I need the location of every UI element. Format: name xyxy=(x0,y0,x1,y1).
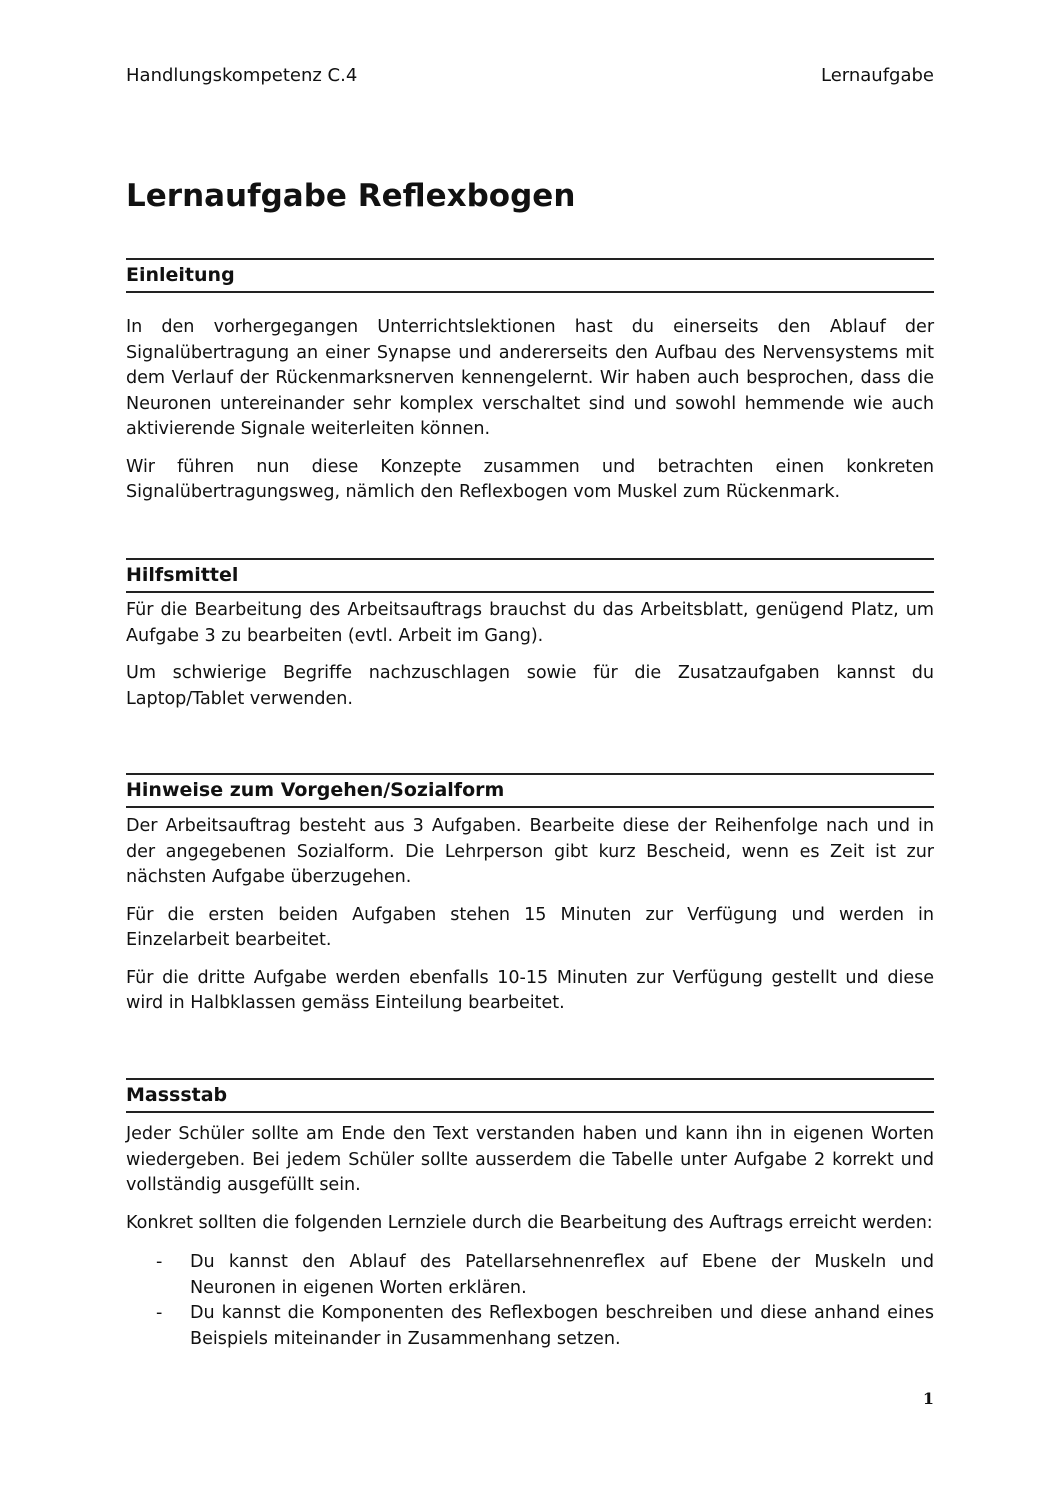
massstab-paragraph-1: Jeder Schüler sollte am Ende den Text verstanden haben und kann ihn in eigenen Worten wiedergeben. Bei jedem Schüler sollte ausserdem die Tabelle unter Aufgabe 2 korrekt und vollständig ausgefüllt sein. xyxy=(126,1124,934,1195)
section-hinweise xyxy=(126,773,934,1017)
section-heading-hinweise: Hinweise zum Vorgehen/Sozialform xyxy=(126,773,934,808)
header-course: Handlungskompetenz C.4 xyxy=(126,65,358,86)
hilfsmittel-paragraph-1: Für die Bearbeitung des Arbeitsauftrags brauchst du das Arbeitsblatt, genügend Platz, um Aufgabe 3 zu bearbeiten (evtl. Arbeit im Gang). xyxy=(126,600,934,646)
hilfsmittel-paragraph-2: Um schwierige Begriffe nachzuschlagen sowie für die Zusatzaufgaben kannst du Laptop/Tablet verwenden. xyxy=(126,663,934,709)
page-title: Lernaufgabe Reflexbogen xyxy=(126,178,576,214)
section-massstab xyxy=(126,1078,934,1352)
bullet-marker: - xyxy=(156,1252,163,1272)
bullet-marker: - xyxy=(156,1303,163,1323)
section-heading-hilfsmittel: Hilfsmittel xyxy=(126,558,934,593)
list-item xyxy=(126,1250,934,1301)
header-doc-type: Lernaufgabe xyxy=(820,65,934,86)
hinweise-paragraph-1: Der Arbeitsauftrag besteht aus 3 Aufgaben. Bearbeite diese der Reihenfolge nach und in der angegebenen Sozialform. Die Lehrperson gibt kurz Bescheid, wenn es Zeit ist zur nächsten Aufgabe überzugehen. xyxy=(126,816,934,887)
learning-goals-list xyxy=(126,1250,934,1352)
list-item xyxy=(126,1301,934,1352)
document-page xyxy=(126,0,934,1497)
einleitung-paragraph-2: Wir führen nun diese Konzepte zusammen und betrachten einen konkreten Signalübertragungsweg, nämlich den Reflexbogen vom Muskel zum Rückenmark. xyxy=(126,456,934,502)
learning-goal-text: Du kannst die Komponenten des Reflexbogen beschreiben und diese anhand eines Beispiels miteinander in Zusammenhang setzen. xyxy=(190,1303,934,1349)
section-heading-einleitung: Einleitung xyxy=(126,258,934,293)
section-einleitung xyxy=(126,258,934,506)
page-number: 1 xyxy=(922,1389,934,1408)
einleitung-paragraph-1: In den vorhergegangen Unterrichtslektionen hast du einerseits den Ablauf der Signalübertragung an einer Synapse und andererseits den Aufbau des Nervensystems mit dem Verlauf der Rückenmarksnerven kennengelernt. Wir haben auch besprochen, dass die Neuronen untereinander sehr komplex verschaltet sind und sowohl hemmende wie auch aktivierende Signale weiterleiten können. xyxy=(126,317,934,439)
section-hilfsmittel xyxy=(126,558,934,712)
massstab-paragraph-2: Konkret sollten die folgenden Lernziele durch die Bearbeitung des Auftrags erreicht werden: xyxy=(126,1212,933,1233)
section-heading-massstab: Massstab xyxy=(126,1078,934,1113)
hinweise-paragraph-2: Für die ersten beiden Aufgaben stehen 15 Minuten zur Verfügung und werden in Einzelarbeit bearbeitet. xyxy=(126,904,934,950)
learning-goal-text: Du kannst den Ablauf des Patellarsehnenreflex auf Ebene der Muskeln und Neuronen in eigenen Worten erklären. xyxy=(190,1252,934,1298)
hinweise-paragraph-3: Für die dritte Aufgabe werden ebenfalls 10-15 Minuten zur Verfügung gestellt und diese wird in Halbklassen gemäss Einteilung bearbeitet. xyxy=(126,967,934,1013)
running-header xyxy=(126,64,934,88)
